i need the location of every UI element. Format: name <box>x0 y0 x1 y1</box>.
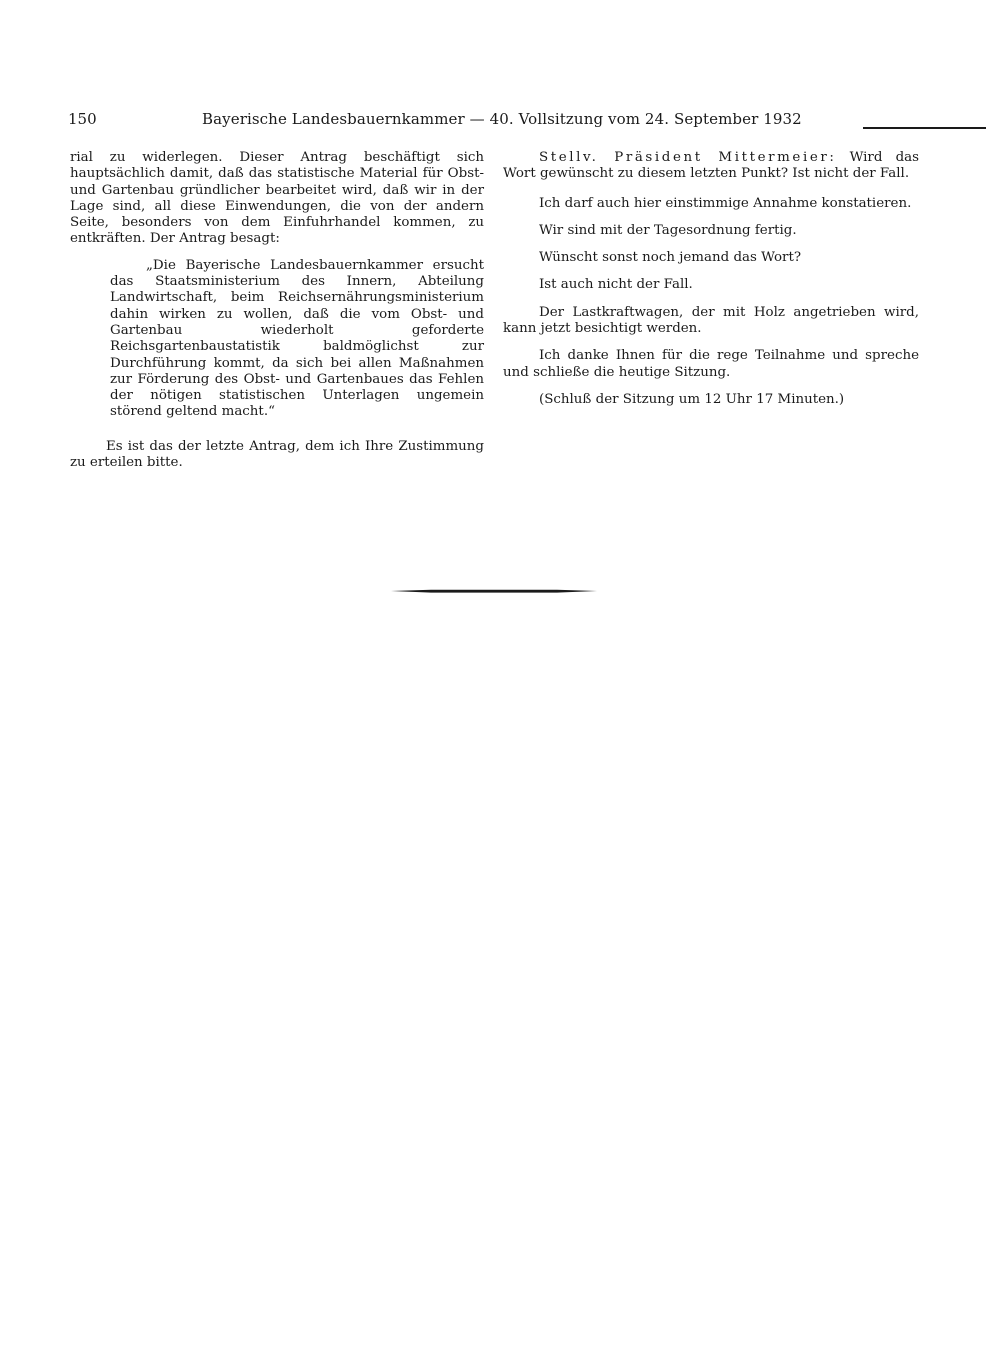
running-title: Bayerische Landesbauernkammer — 40. Vollsitzung vom 24. September 1932 <box>202 110 802 128</box>
right-paragraph-5: Ist auch nicht der Fall. <box>539 277 693 293</box>
motion-quote: „Die Bayerische Landesbauernkammer ersucht das Staatsministerium des Innern, Abteilung Landwirtschaft, beim Reichsernährungsministerium dahin wirken zu wollen, daß die vom Obst- und Gartenbau wiederholt geforderte Reichsgartenbaustatistik baldmöglichst zur Durchführung kommt, da sich bei allen Maßnahmen zur Förderung des Obst- und Gartenbaues das Fehlen der nötigen statistischen Unterlagen ungemein störend geltend macht.“ <box>110 257 484 420</box>
right-column <box>503 150 919 419</box>
right-paragraph-4: Wünscht sonst noch jemand das Wort? <box>539 250 802 266</box>
page-number: 150 <box>68 110 97 128</box>
left-paragraph-closing: Es ist das der letzte Antrag, dem ich Ihre Zustimmung zu erteilen bitte. <box>70 438 484 471</box>
left-paragraph-1: rial zu widerlegen. Dieser Antrag beschäftigt sich hauptsächlich damit, daß das statistische Material für Obst- und Gartenbau gründlicher bearbeitet wird, daß wir in der Lage sind, all diese Einwendungen, die von der andern Seite, besonders von dem Einfuhrhandel kommen, zu entkräften. Der Antrag besagt: <box>70 150 484 247</box>
left-column <box>70 150 484 471</box>
page-header <box>68 108 918 130</box>
session-end-note: (Schluß der Sitzung um 12 Uhr 17 Minuten.) <box>539 391 845 407</box>
header-rule <box>863 127 986 129</box>
speaker-name: Stellv. Präsident Mittermeier: <box>539 150 837 165</box>
right-paragraph-7: Ich danke Ihnen für die rege Teilnahme und spreche und schließe die heutige Sitzung. <box>503 348 919 380</box>
speaker-paragraph <box>503 150 919 183</box>
right-paragraph-1: Wird das Wort gewünscht zu diesem letzten Punkt? Ist nicht der Fall. <box>503 150 919 182</box>
right-paragraph-6: Der Lastkraftwagen, der mit Holz angetrieben wird, kann jetzt besichtigt werden. <box>503 304 919 337</box>
closing-divider <box>391 589 597 593</box>
right-paragraph-2: Ich darf auch hier einstimmige Annahme konstatieren. <box>539 195 912 211</box>
right-paragraph-3: Wir sind mit der Tagesordnung fertig. <box>539 222 797 238</box>
